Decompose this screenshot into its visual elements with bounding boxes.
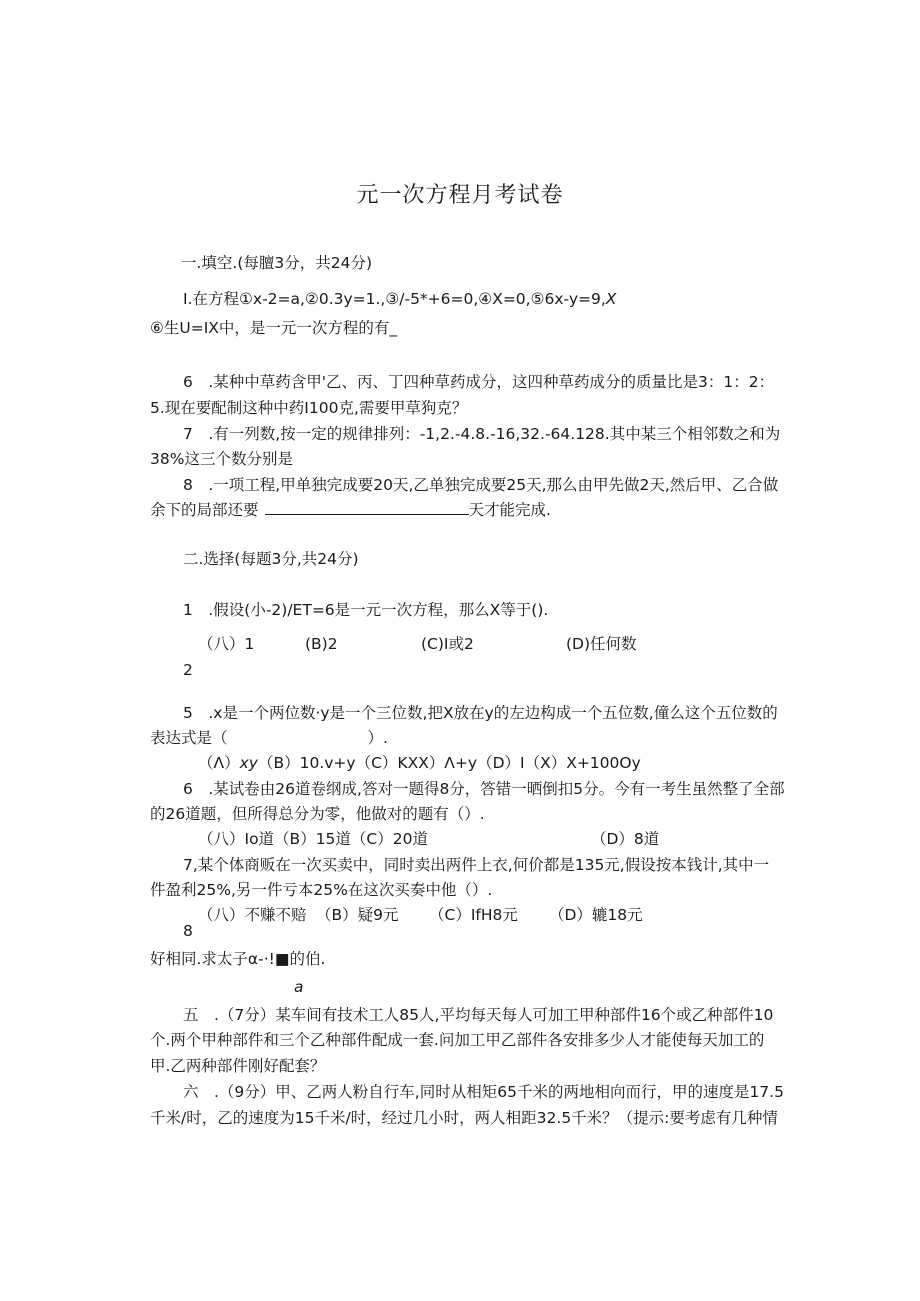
problem-5-line1: 五 .（7分）某车间有技术工人85人,平均每天每人可加工甲种部件16个或乙种部件10: [183, 1006, 774, 1024]
fragment-line: 好相同.求太子α-·!■的伯.: [150, 950, 326, 968]
choice-7-option-a: （八）不赚不赔: [198, 906, 307, 924]
question-7-line1: 7 .有一列数,按一定的规律排列：-1,2.-4.8.-16,32.-64.128.其中某三个相邻数之和为: [183, 425, 781, 443]
problem-5-line3: 甲.乙两种部件刚好配套？: [150, 1057, 326, 1075]
choice-1-option-d: (D)任何数: [566, 635, 637, 653]
choice-5-option-a-value: xy: [239, 754, 258, 772]
question-8-pre: 余下的局部还要: [150, 501, 259, 519]
choice-5-pre: 表达式是（: [150, 729, 228, 747]
section2-heading: 二.选择(每题3分,共24分): [183, 550, 359, 568]
section1-heading: 一.填空.(每膻3分，共24分): [181, 254, 373, 272]
problem-5-line2: 个.两个甲种部件和三个乙种部件配成一套.问加工甲乙部件各安排多少人才能使每天加工的: [150, 1031, 765, 1049]
fragment-a: a: [294, 978, 304, 996]
question-7-line2: 38%这三个数分别是: [150, 450, 293, 468]
choice-7-option-c: （C）IfH8元: [429, 906, 518, 924]
choice-6-line2: 的26道题，但所得总分为零，他做对的题有（）.: [150, 805, 485, 823]
question-1-line1: [183, 289, 616, 309]
question-8-line2: [150, 500, 551, 520]
question-8-line1: 8 .一项工程,甲单独完成要20天,乙单独完成要25天,那么由甲先做2天,然后甲、乙合做: [183, 476, 779, 494]
choice-7-extra: 8: [183, 922, 193, 940]
choice-1-option-b: (B)2: [305, 635, 338, 653]
choice-1-extra: 2: [183, 661, 193, 679]
choice-7-line1: 7,某个体商贩在一次买卖中，同时卖出两件上衣,何价都是135元,假设按本钱计,其中一: [183, 856, 770, 874]
choice-5-options-rest: （B）10.v+y（C）KXX）Λ+y（D）I（X）X+100Oy: [257, 754, 641, 772]
question-8-post: 天才能完成.: [468, 501, 551, 519]
question-6-line1: 6 .某种中草药含甲'乙、丙、丁四种草药成分，这四种草药成分的质量比是3：1：2：: [183, 373, 775, 391]
choice-1-option-a: （八）1: [198, 635, 255, 653]
choice-7-option-b: （B）疑9元: [316, 906, 399, 924]
question-1-text: I.在方程①x-2=a,②0.3y=1.,③/-5*+6=0,④X=0,⑤6x-y=9,: [183, 290, 606, 308]
question-1-line2: ⑥生U=IX中，是一元一次方程的有_: [150, 319, 398, 337]
choice-1-option-c: (C)I或2: [421, 635, 474, 653]
choice-5-option-a: （Λ）: [198, 754, 240, 772]
question-6-line2: 5.现在要配制这种中药I100克,需要甲草狗克？: [150, 399, 468, 417]
choice-6-options-abc: （八）Io道（B）15道（C）20道: [198, 830, 428, 848]
choice-6-option-d: （D）8道: [591, 830, 660, 848]
choice-7-line2: 件盈利25%,另一件亏本25%在这次买奏中他（）.: [150, 881, 493, 899]
choice-7-option-d: （D）辘18元: [549, 906, 643, 924]
question-1-end: X: [605, 290, 617, 308]
choice-5-post: ）.: [367, 729, 388, 747]
choice-6-line1: 6 .某试卷由26道卷纲成,答对一题得8分，答错一晒倒扣5分。今有一考生虽然整了全部: [183, 780, 785, 798]
problem-6-line2: 千米/时，乙的速度为15千米/时，经过几小时，两人相距32.5千米？（提示:要考虑有几种情: [150, 1109, 778, 1127]
answer-blank: [265, 500, 469, 515]
page-title: 元一次方程月考试卷: [356, 183, 564, 208]
choice-5-options: [198, 753, 641, 773]
choice-5-line1: 5 .x是一个两位数·y是一个三位数,把X放在y的左边构成一个五位数,僮么这个五位数的: [183, 704, 778, 722]
choice-1-question: 1 .假设(小-2)/ET=6是一元一次方程，那么X等于().: [183, 601, 549, 619]
choice-5-line2: [150, 728, 388, 748]
problem-6-line1: 六 .（9分）甲、乙两人粉自行车,同时从相矩65千米的两地相向而行，甲的速度是17.5: [183, 1083, 784, 1101]
